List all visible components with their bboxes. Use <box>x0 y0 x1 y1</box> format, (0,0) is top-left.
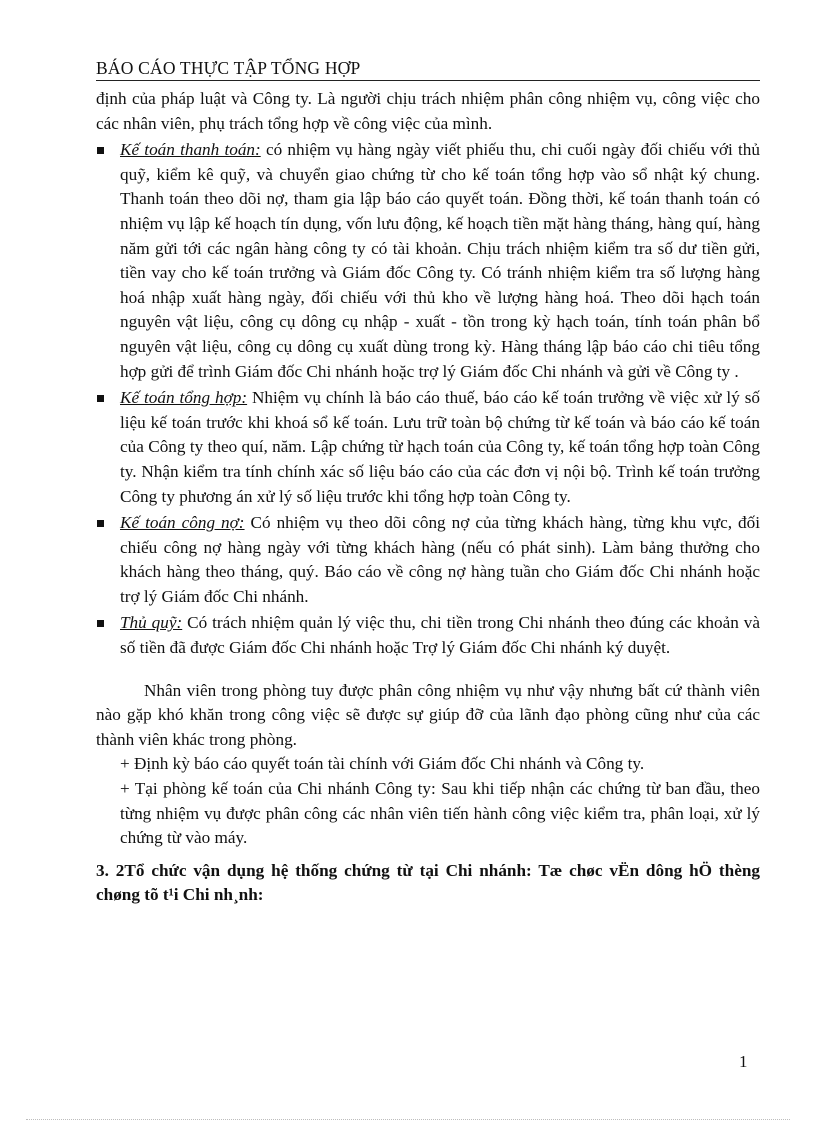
intro-paragraph: định của pháp luật và Công ty. Là người chịu trách nhiệm phân công nhiệm vụ, công việc cho các nhân viên, phụ trách tổng hợp về công việc của mình. <box>96 89 760 133</box>
duty-list <box>96 138 760 660</box>
section-heading: 3. 2Tổ chức vận dụng hệ thống chứng từ tại Chi nhánh: Tæ chøc vËn dông hÖ thèng chøng tõ t¹i Chi nh¸nh: <box>96 860 760 905</box>
page-header: BÁO CÁO THỰC TẬP TỔNG HỢP <box>96 57 760 81</box>
square-bullet-icon <box>97 620 104 627</box>
square-bullet-icon <box>97 147 104 154</box>
role-term: Kế toán thanh toán: <box>120 140 261 160</box>
plus-item: + Tại phòng kế toán của Chi nhánh Công ty: Sau khi tiếp nhận các chứng từ ban đầu, theo từng nhiệm vụ được phân công các nhân viên tiến hành công việc kiểm tra, phân loại, xử lý chứng từ vào máy. <box>120 779 760 848</box>
document-body <box>96 87 760 908</box>
staff-paragraph: Nhân viên trong phòng tuy được phân công nhiệm vụ như vậy nhưng bất cứ thành viên nào gặp khó khăn trong công việc sẽ được sự giúp đỡ của lãnh đạo phòng cũng như của các thành viên khác trong phòng. <box>96 680 760 749</box>
list-item <box>96 138 760 384</box>
role-description: Nhiệm vụ chính là báo cáo thuế, báo cáo kế toán trưởng về việc xử lý số liệu kế toán trước khi khoá sổ kế toán. Lưu trữ toàn bộ chứng từ kế toán và báo cáo kế toán của Công ty theo quí, năm. Lập chứng từ hạch toán của Công ty, kế toán tổng hợp toàn Công ty. Nhận kiểm tra tính chính xác số liệu báo cáo của các đơn vị nội bộ. Trình kế toán trưởng Công ty phương án xử lý số liệu trước khi tổng hợp toàn Công ty. <box>120 388 761 506</box>
role-description: Có nhiệm vụ theo dõi công nợ của từng khách hàng, từng khu vực, đối chiếu công nợ hàng ngày với từng khách hàng (nếu có phát sinh). Làm bảng thưởng cho khách hàng theo tháng, quý. Báo cáo về công nợ hàng tuần cho Giám đốc Chi nhánh hoặc trợ lý Giám đốc Chi nhánh. <box>120 513 760 606</box>
role-term: Thủ quỹ: <box>120 613 183 633</box>
list-item <box>96 611 760 660</box>
footer-divider <box>26 1119 790 1120</box>
list-item <box>96 511 760 609</box>
role-description: Có trách nhiệm quản lý việc thu, chi tiền trong Chi nhánh theo đúng các khoản và số tiền đã được Giám đốc Chi nhánh hoặc Trợ lý Giám đốc Chi nhánh ký duyệt. <box>120 613 760 658</box>
list-item <box>96 386 760 509</box>
role-term: Kế toán công nợ: <box>120 513 245 533</box>
plus-item: + Định kỳ báo cáo quyết toán tài chính với Giám đốc Chi nhánh và Công ty. <box>120 754 645 774</box>
square-bullet-icon <box>97 395 104 402</box>
role-description: có nhiệm vụ hàng ngày viết phiếu thu, chi cuối ngày đối chiếu với thủ quỹ, kiểm kê quỹ, và chuyển giao chứng từ cho kế toán tổng hợp vào sổ nhật ký chung. Thanh toán theo dõi nợ, tham gia lập báo cáo quyết toán. Đồng thời, kế toán thanh toán có nhiệm vụ lập kế hoạch tín dụng, vốn lưu động, kế hoạch tiền mặt hàng tháng, hàng quí, hàng năm gửi tới các ngân hàng công ty có tài khoản. Chịu trách nhiệm kiểm tra số dư tiền gửi, tiền vay cho kế toán trưởng và Giám đốc Công ty. Có tránh nhiệm kiểm tra số lượng hàng hoá nhập xuất hàng ngày, đối chiếu với thủ kho về lượng hàng hoá. Theo dõi hạch toán nguyên vật liệu, công cụ dông cụ nhập - xuất - tồn trong kỳ hạch toán, tính toán phân bổ nguyên vật liệu, công cụ dông cụ xuất dùng trong kỳ. Hàng tháng lập báo cáo chi tiêu tổng hợp gửi để trình Giám đốc Chi nhánh hoặc trợ lý Giám đốc Chi nhánh và gửi về Công ty . <box>120 140 760 381</box>
role-term: Kế toán tổng hợp: <box>120 388 248 408</box>
page-number: 1 <box>739 1052 748 1071</box>
square-bullet-icon <box>97 520 104 527</box>
